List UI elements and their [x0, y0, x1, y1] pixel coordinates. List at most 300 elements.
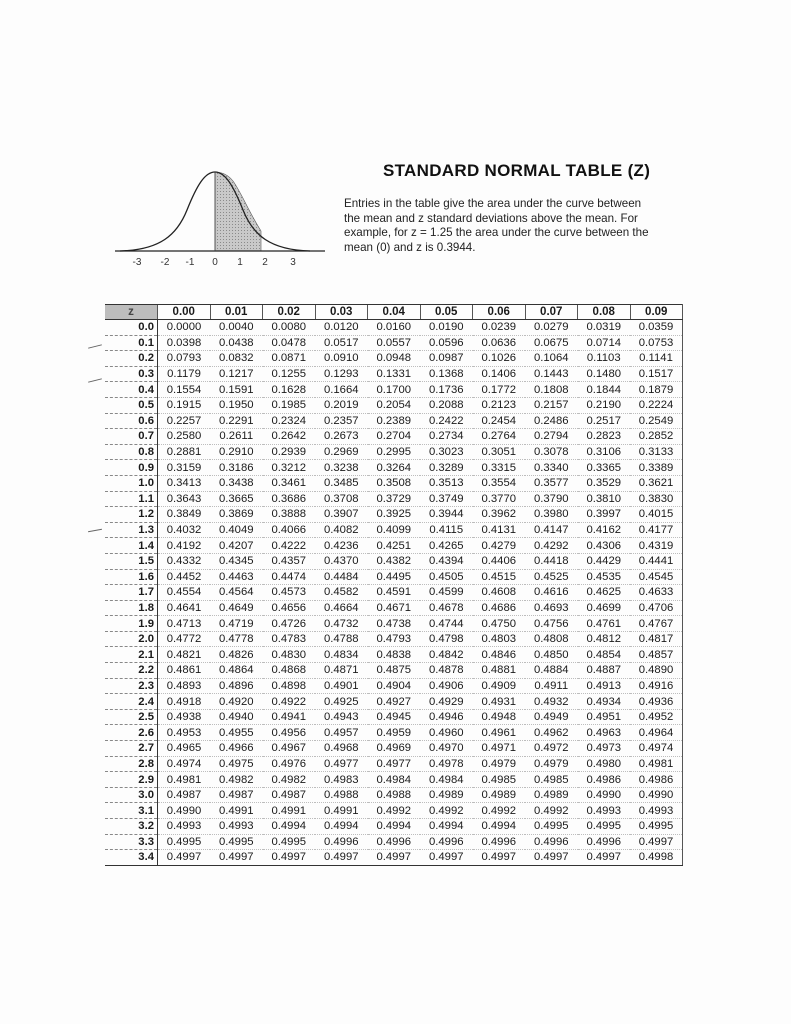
area-value-cell: 0.0000 [158, 320, 211, 336]
area-value-cell: 0.2549 [630, 413, 683, 429]
area-value-cell: 0.4793 [368, 631, 421, 647]
z-value-cell: 2.3 [105, 678, 158, 694]
area-value-cell: 0.4821 [158, 647, 211, 663]
area-value-cell: 0.4582 [315, 585, 368, 601]
area-value-cell: 0.4959 [368, 725, 421, 741]
area-value-cell: 0.4988 [315, 787, 368, 803]
area-value-cell: 0.4979 [473, 756, 526, 772]
area-value-cell: 0.4985 [473, 772, 526, 788]
area-value-cell: 0.4987 [210, 787, 263, 803]
area-value-cell: 0.0714 [578, 335, 631, 351]
area-value-cell: 0.4982 [210, 772, 263, 788]
area-value-cell: 0.4992 [473, 803, 526, 819]
table-row [105, 787, 683, 803]
area-value-cell: 0.3621 [630, 475, 683, 491]
area-value-cell: 0.0636 [473, 335, 526, 351]
area-value-cell: 0.4738 [368, 616, 421, 632]
area-value-cell: 0.2389 [368, 413, 421, 429]
table-row [105, 741, 683, 757]
table-row [105, 413, 683, 429]
z-value-cell: 0.5 [105, 397, 158, 413]
area-value-cell: 0.4452 [158, 569, 211, 585]
z-value-cell: 1.6 [105, 569, 158, 585]
area-value-cell: 0.2611 [210, 429, 263, 445]
area-value-cell: 0.4906 [420, 678, 473, 694]
area-value-cell: 0.4992 [525, 803, 578, 819]
column-header: 0.05 [420, 305, 473, 320]
area-value-cell: 0.4484 [315, 569, 368, 585]
area-value-cell: 0.4162 [578, 522, 631, 538]
area-value-cell: 0.4968 [315, 741, 368, 757]
area-value-cell: 0.2224 [630, 397, 683, 413]
table-row [105, 382, 683, 398]
area-value-cell: 0.4649 [210, 600, 263, 616]
column-header: 0.03 [315, 305, 368, 320]
area-value-cell: 0.2324 [263, 413, 316, 429]
area-value-cell: 0.3051 [473, 444, 526, 460]
table-row [105, 709, 683, 725]
area-value-cell: 0.0987 [420, 351, 473, 367]
area-value-cell: 0.4394 [420, 553, 473, 569]
area-value-cell: 0.0080 [263, 320, 316, 336]
area-value-cell: 0.4192 [158, 538, 211, 554]
z-value-cell: 1.8 [105, 600, 158, 616]
area-value-cell: 0.4817 [630, 631, 683, 647]
area-value-cell: 0.1026 [473, 351, 526, 367]
area-value-cell: 0.3830 [630, 491, 683, 507]
table-row [105, 351, 683, 367]
curve-axis-label: 2 [262, 257, 268, 268]
area-value-cell: 0.4938 [158, 709, 211, 725]
area-value-cell: 0.3289 [420, 460, 473, 476]
area-value-cell: 0.2157 [525, 397, 578, 413]
table-row [105, 585, 683, 601]
area-value-cell: 0.4997 [368, 850, 421, 866]
area-value-cell: 0.4994 [263, 819, 316, 835]
area-value-cell: 0.4992 [420, 803, 473, 819]
table-row [105, 507, 683, 523]
area-value-cell: 0.4943 [315, 709, 368, 725]
area-value-cell: 0.4901 [315, 678, 368, 694]
area-value-cell: 0.4495 [368, 569, 421, 585]
area-value-cell: 0.4463 [210, 569, 263, 585]
area-value-cell: 0.0478 [263, 335, 316, 351]
area-value-cell: 0.4962 [525, 725, 578, 741]
area-value-cell: 0.1844 [578, 382, 631, 398]
area-value-cell: 0.4761 [578, 616, 631, 632]
area-value-cell: 0.4515 [473, 569, 526, 585]
area-value-cell: 0.3810 [578, 491, 631, 507]
area-value-cell: 0.3907 [315, 507, 368, 523]
table-row [105, 538, 683, 554]
area-value-cell: 0.0832 [210, 351, 263, 367]
table-row [105, 444, 683, 460]
area-value-cell: 0.1808 [525, 382, 578, 398]
z-value-cell: 3.1 [105, 803, 158, 819]
area-value-cell: 0.1480 [578, 366, 631, 382]
curve-axis-label: 3 [290, 257, 296, 268]
area-value-cell: 0.4913 [578, 678, 631, 694]
area-value-cell: 0.4982 [263, 772, 316, 788]
z-value-cell: 1.5 [105, 553, 158, 569]
area-value-cell: 0.4994 [420, 819, 473, 835]
area-value-cell: 0.4960 [420, 725, 473, 741]
area-value-cell: 0.4922 [263, 694, 316, 710]
area-value-cell: 0.3962 [473, 507, 526, 523]
z-value-cell: 2.0 [105, 631, 158, 647]
area-value-cell: 0.3944 [420, 507, 473, 523]
area-value-cell: 0.4991 [210, 803, 263, 819]
area-value-cell: 0.4732 [315, 616, 368, 632]
area-value-cell: 0.4951 [578, 709, 631, 725]
area-value-cell: 0.4871 [315, 663, 368, 679]
area-value-cell: 0.4989 [420, 787, 473, 803]
table-row [105, 335, 683, 351]
area-value-cell: 0.3365 [578, 460, 631, 476]
area-value-cell: 0.4969 [368, 741, 421, 757]
area-value-cell: 0.4222 [263, 538, 316, 554]
area-value-cell: 0.3023 [420, 444, 473, 460]
area-value-cell: 0.0319 [578, 320, 631, 336]
area-value-cell: 0.4082 [315, 522, 368, 538]
area-value-cell: 0.3925 [368, 507, 421, 523]
z-value-cell: 1.0 [105, 475, 158, 491]
area-value-cell: 0.4884 [525, 663, 578, 679]
area-value-cell: 0.4983 [315, 772, 368, 788]
area-value-cell: 0.1879 [630, 382, 683, 398]
area-value-cell: 0.4131 [473, 522, 526, 538]
area-value-cell: 0.1700 [368, 382, 421, 398]
z-value-cell: 2.1 [105, 647, 158, 663]
area-value-cell: 0.4964 [630, 725, 683, 741]
area-value-cell: 0.1293 [315, 366, 368, 382]
area-value-cell: 0.3159 [158, 460, 211, 476]
area-value-cell: 0.4932 [525, 694, 578, 710]
area-value-cell: 0.4418 [525, 553, 578, 569]
z-value-cell: 2.6 [105, 725, 158, 741]
area-value-cell: 0.4726 [263, 616, 316, 632]
area-value-cell: 0.1217 [210, 366, 263, 382]
area-value-cell: 0.0438 [210, 335, 263, 351]
area-value-cell: 0.4066 [263, 522, 316, 538]
area-value-cell: 0.4850 [525, 647, 578, 663]
area-value-cell: 0.3849 [158, 507, 211, 523]
area-value-cell: 0.4032 [158, 522, 211, 538]
area-value-cell: 0.4993 [630, 803, 683, 819]
area-value-cell: 0.3869 [210, 507, 263, 523]
table-row [105, 366, 683, 382]
area-value-cell: 0.4898 [263, 678, 316, 694]
area-value-cell: 0.2794 [525, 429, 578, 445]
z-value-cell: 0.1 [105, 335, 158, 351]
area-value-cell: 0.4279 [473, 538, 526, 554]
area-value-cell: 0.4984 [420, 772, 473, 788]
area-value-cell: 0.4525 [525, 569, 578, 585]
area-value-cell: 0.4803 [473, 631, 526, 647]
area-value-cell: 0.2642 [263, 429, 316, 445]
area-value-cell: 0.1368 [420, 366, 473, 382]
area-value-cell: 0.4918 [158, 694, 211, 710]
area-value-cell: 0.0040 [210, 320, 263, 336]
area-value-cell: 0.0239 [473, 320, 526, 336]
z-value-cell: 3.3 [105, 834, 158, 850]
area-value-cell: 0.4994 [473, 819, 526, 835]
margin-mark [88, 529, 102, 532]
area-value-cell: 0.1103 [578, 351, 631, 367]
area-value-cell: 0.4991 [263, 803, 316, 819]
area-value-cell: 0.4997 [315, 850, 368, 866]
area-value-cell: 0.4474 [263, 569, 316, 585]
area-value-cell: 0.4925 [315, 694, 368, 710]
table-row [105, 320, 683, 336]
area-value-cell: 0.3997 [578, 507, 631, 523]
area-value-cell: 0.4798 [420, 631, 473, 647]
area-value-cell: 0.4345 [210, 553, 263, 569]
area-value-cell: 0.4974 [630, 741, 683, 757]
area-value-cell: 0.4990 [158, 803, 211, 819]
area-value-cell: 0.4974 [158, 756, 211, 772]
area-value-cell: 0.2823 [578, 429, 631, 445]
area-value-cell: 0.4834 [315, 647, 368, 663]
table-row [105, 803, 683, 819]
area-value-cell: 0.4995 [630, 819, 683, 835]
standard-normal-table [105, 304, 683, 866]
area-value-cell: 0.3643 [158, 491, 211, 507]
area-value-cell: 0.4991 [315, 803, 368, 819]
area-value-cell: 0.3413 [158, 475, 211, 491]
area-value-cell: 0.3665 [210, 491, 263, 507]
area-value-cell: 0.2673 [315, 429, 368, 445]
area-value-cell: 0.2881 [158, 444, 211, 460]
table-row [105, 772, 683, 788]
area-value-cell: 0.4997 [525, 850, 578, 866]
area-value-cell: 0.4920 [210, 694, 263, 710]
table-row [105, 491, 683, 507]
area-value-cell: 0.4966 [210, 741, 263, 757]
area-value-cell: 0.3790 [525, 491, 578, 507]
curve-axis-label: 0 [212, 257, 218, 268]
area-value-cell: 0.4616 [525, 585, 578, 601]
area-value-cell: 0.0120 [315, 320, 368, 336]
table-row [105, 694, 683, 710]
area-value-cell: 0.4998 [630, 850, 683, 866]
column-header: 0.06 [473, 305, 526, 320]
column-header: 0.08 [578, 305, 631, 320]
area-value-cell: 0.4893 [158, 678, 211, 694]
area-value-cell: 0.3340 [525, 460, 578, 476]
area-value-cell: 0.4591 [368, 585, 421, 601]
area-value-cell: 0.4997 [473, 850, 526, 866]
area-value-cell: 0.4767 [630, 616, 683, 632]
area-value-cell: 0.4953 [158, 725, 211, 741]
area-value-cell: 0.2734 [420, 429, 473, 445]
z-value-cell: 0.8 [105, 444, 158, 460]
area-value-cell: 0.3554 [473, 475, 526, 491]
area-value-cell: 0.4977 [368, 756, 421, 772]
area-value-cell: 0.1179 [158, 366, 211, 382]
area-value-cell: 0.4357 [263, 553, 316, 569]
area-value-cell: 0.4265 [420, 538, 473, 554]
area-value-cell: 0.4015 [630, 507, 683, 523]
area-value-cell: 0.4554 [158, 585, 211, 601]
area-value-cell: 0.4957 [315, 725, 368, 741]
z-value-cell: 0.9 [105, 460, 158, 476]
area-value-cell: 0.1950 [210, 397, 263, 413]
area-value-cell: 0.4988 [368, 787, 421, 803]
area-value-cell: 0.4996 [525, 834, 578, 850]
area-value-cell: 0.3686 [263, 491, 316, 507]
area-value-cell: 0.0359 [630, 320, 683, 336]
column-header: 0.07 [525, 305, 578, 320]
area-value-cell: 0.4625 [578, 585, 631, 601]
area-value-cell: 0.1985 [263, 397, 316, 413]
area-value-cell: 0.4857 [630, 647, 683, 663]
area-value-cell: 0.1331 [368, 366, 421, 382]
area-value-cell: 0.3186 [210, 460, 263, 476]
area-value-cell: 0.4319 [630, 538, 683, 554]
area-value-cell: 0.4887 [578, 663, 631, 679]
column-header: 0.00 [158, 305, 211, 320]
area-value-cell: 0.4332 [158, 553, 211, 569]
area-value-cell: 0.4911 [525, 678, 578, 694]
area-value-cell: 0.4997 [263, 850, 316, 866]
z-value-cell: 1.1 [105, 491, 158, 507]
area-value-cell: 0.3212 [263, 460, 316, 476]
z-value-cell: 1.7 [105, 585, 158, 601]
table-row [105, 475, 683, 491]
table-row [105, 397, 683, 413]
area-value-cell: 0.3749 [420, 491, 473, 507]
area-value-cell: 0.4406 [473, 553, 526, 569]
area-value-cell: 0.4993 [210, 819, 263, 835]
area-value-cell: 0.1915 [158, 397, 211, 413]
z-value-cell: 2.5 [105, 709, 158, 725]
area-value-cell: 0.4633 [630, 585, 683, 601]
area-value-cell: 0.4750 [473, 616, 526, 632]
area-value-cell: 0.4838 [368, 647, 421, 663]
table-row [105, 631, 683, 647]
area-value-cell: 0.1517 [630, 366, 683, 382]
area-value-cell: 0.4972 [525, 741, 578, 757]
table-header-row [105, 305, 683, 320]
area-value-cell: 0.4996 [420, 834, 473, 850]
area-value-cell: 0.4987 [158, 787, 211, 803]
area-value-cell: 0.4686 [473, 600, 526, 616]
area-value-cell: 0.4916 [630, 678, 683, 694]
area-value-cell: 0.4099 [368, 522, 421, 538]
area-value-cell: 0.3078 [525, 444, 578, 460]
area-value-cell: 0.4997 [420, 850, 473, 866]
area-value-cell: 0.4986 [578, 772, 631, 788]
area-value-cell: 0.0160 [368, 320, 421, 336]
curve-axis-label: 1 [237, 257, 243, 268]
area-value-cell: 0.4992 [368, 803, 421, 819]
page-title: STANDARD NORMAL TABLE (Z) [383, 161, 651, 180]
area-value-cell: 0.1772 [473, 382, 526, 398]
area-value-cell: 0.4599 [420, 585, 473, 601]
area-value-cell: 0.2054 [368, 397, 421, 413]
area-value-cell: 0.1255 [263, 366, 316, 382]
area-value-cell: 0.3770 [473, 491, 526, 507]
z-value-cell: 0.0 [105, 320, 158, 336]
area-value-cell: 0.4946 [420, 709, 473, 725]
area-value-cell: 0.4535 [578, 569, 631, 585]
table-row [105, 725, 683, 741]
area-value-cell: 0.0596 [420, 335, 473, 351]
z-value-cell: 2.2 [105, 663, 158, 679]
area-value-cell: 0.4370 [315, 553, 368, 569]
area-value-cell: 0.4890 [630, 663, 683, 679]
area-value-cell: 0.0279 [525, 320, 578, 336]
area-value-cell: 0.4955 [210, 725, 263, 741]
area-value-cell: 0.4995 [578, 819, 631, 835]
area-value-cell: 0.2486 [525, 413, 578, 429]
area-value-cell: 0.4656 [263, 600, 316, 616]
area-value-cell: 0.3980 [525, 507, 578, 523]
area-value-cell: 0.2088 [420, 397, 473, 413]
table-row [105, 522, 683, 538]
area-value-cell: 0.2969 [315, 444, 368, 460]
area-value-cell: 0.4846 [473, 647, 526, 663]
area-value-cell: 0.4699 [578, 600, 631, 616]
area-value-cell: 0.1554 [158, 382, 211, 398]
area-value-cell: 0.4985 [525, 772, 578, 788]
area-value-cell: 0.4976 [263, 756, 316, 772]
area-value-cell: 0.4306 [578, 538, 631, 554]
area-value-cell: 0.4997 [630, 834, 683, 850]
z-value-cell: 2.8 [105, 756, 158, 772]
area-value-cell: 0.4984 [368, 772, 421, 788]
area-value-cell: 0.4996 [368, 834, 421, 850]
area-value-cell: 0.4997 [210, 850, 263, 866]
area-value-cell: 0.4961 [473, 725, 526, 741]
area-value-cell: 0.2580 [158, 429, 211, 445]
area-value-cell: 0.4909 [473, 678, 526, 694]
table-description: Entries in the table give the area under the curve between the mean and z standard deviations above the mean. For example, for z = 1.25 the area under the curve between the mean (0) and z is 0.3944. [344, 197, 649, 254]
z-value-cell: 1.3 [105, 522, 158, 538]
area-value-cell: 0.4990 [578, 787, 631, 803]
area-value-cell: 0.4812 [578, 631, 631, 647]
area-value-cell: 0.4115 [420, 522, 473, 538]
curve-axis-label: -1 [185, 257, 195, 268]
area-value-cell: 0.4147 [525, 522, 578, 538]
area-value-cell: 0.4975 [210, 756, 263, 772]
area-value-cell: 0.4664 [315, 600, 368, 616]
area-value-cell: 0.4996 [473, 834, 526, 850]
area-value-cell: 0.4970 [420, 741, 473, 757]
area-value-cell: 0.4382 [368, 553, 421, 569]
area-value-cell: 0.0517 [315, 335, 368, 351]
z-value-cell: 3.0 [105, 787, 158, 803]
area-value-cell: 0.1664 [315, 382, 368, 398]
area-value-cell: 0.2291 [210, 413, 263, 429]
area-value-cell: 0.3389 [630, 460, 683, 476]
area-value-cell: 0.2995 [368, 444, 421, 460]
table-row [105, 429, 683, 445]
area-value-cell: 0.3238 [315, 460, 368, 476]
area-value-cell: 0.2454 [473, 413, 526, 429]
area-value-cell: 0.0910 [315, 351, 368, 367]
area-value-cell: 0.3513 [420, 475, 473, 491]
area-value-cell: 0.3577 [525, 475, 578, 491]
area-value-cell: 0.4713 [158, 616, 211, 632]
table-row [105, 678, 683, 694]
area-value-cell: 0.3461 [263, 475, 316, 491]
area-value-cell: 0.0753 [630, 335, 683, 351]
area-value-cell: 0.1628 [263, 382, 316, 398]
area-value-cell: 0.2190 [578, 397, 631, 413]
area-value-cell: 0.4861 [158, 663, 211, 679]
